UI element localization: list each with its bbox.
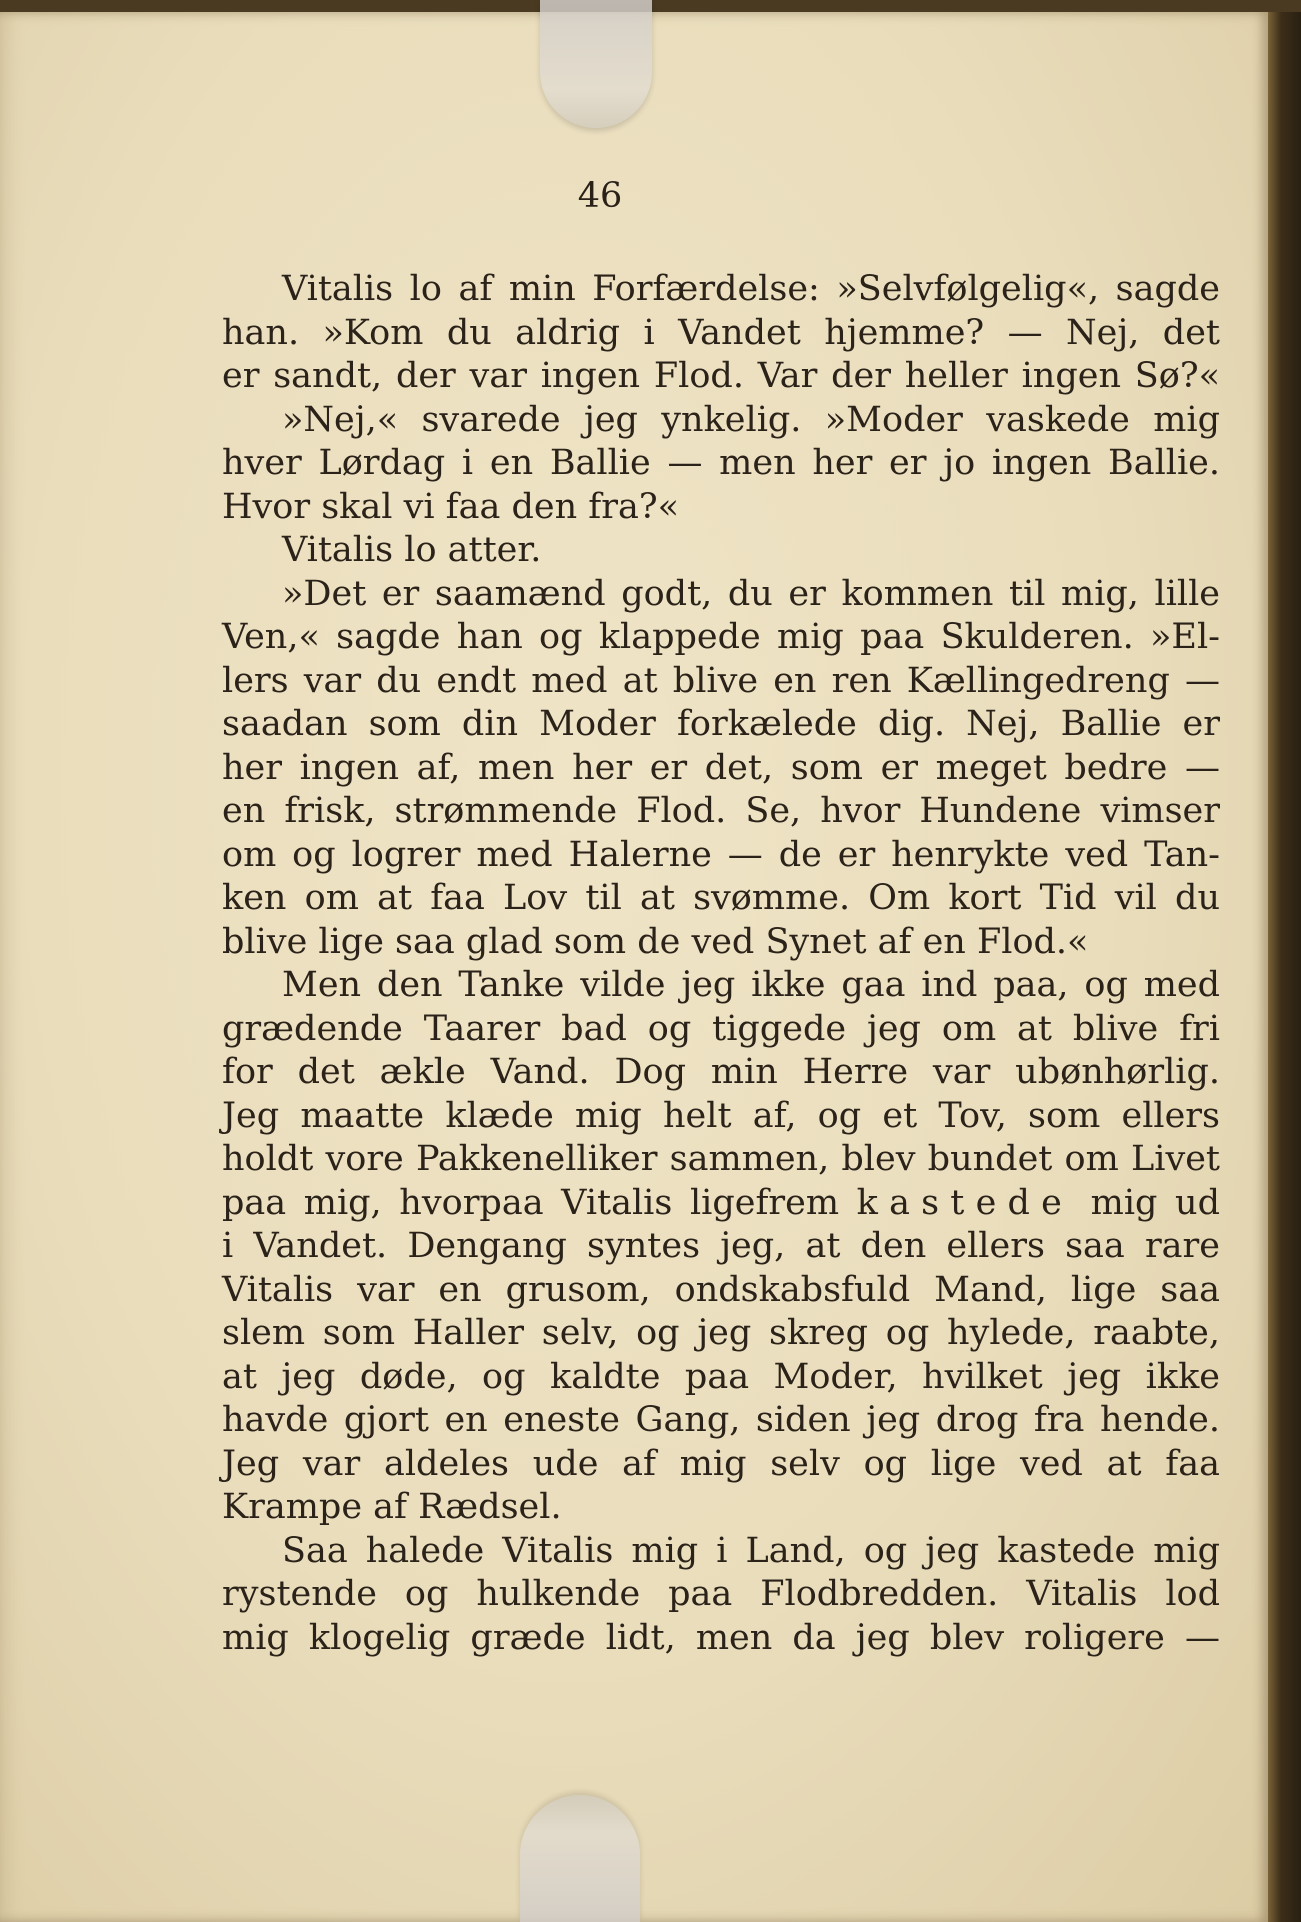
text-line: Jeg var aldeles ude af mig selv og lige ved at faa bbox=[222, 1443, 1220, 1484]
top-clip bbox=[540, 0, 652, 128]
text-line: Jeg maatte klæde mig helt af, og et Tov, som ellers bbox=[222, 1095, 1220, 1136]
text-line: Vitalis var en grusom, ondskabsfuld Mand, lige saa bbox=[222, 1269, 1220, 1310]
text-line: »Nej,« svarede jeg ynkelig. »Moder vaskede mig bbox=[282, 399, 1220, 440]
text-line: grædende Taarer bad og tiggede jeg om at blive fri bbox=[222, 1008, 1220, 1049]
text-line: Ven,« sagde han og klappede mig paa Skulderen. »El- bbox=[222, 617, 1220, 657]
text-line: saadan som din Moder forkælede dig. Nej, Ballie er bbox=[222, 704, 1220, 744]
text-line: ken om at faa Lov til at svømme. Om kort Tid vil du bbox=[222, 878, 1220, 918]
book-spine-edge bbox=[1268, 12, 1301, 1922]
text-line: Hvor skal vi faa den fra?« bbox=[222, 486, 679, 527]
text-line: at jeg døde, og kaldte paa Moder, hvilket jeg ikke bbox=[222, 1356, 1220, 1397]
bottom-clip bbox=[520, 1795, 640, 1922]
text-line: for det ækle Vand. Dog min Herre var ubønhørlig. bbox=[222, 1052, 1220, 1092]
text-line: han. »Kom du aldrig i Vandet hjemme? — Nej, det bbox=[222, 312, 1220, 353]
text-line: mig klogelig græde lidt, men da jeg blev roligere — bbox=[222, 1617, 1220, 1658]
text-line: i Vandet. Dengang syntes jeg, at den ellers saa rare bbox=[222, 1226, 1220, 1266]
text-line: lers var du endt med at blive en ren Kællingedreng — bbox=[222, 660, 1220, 701]
text-line: Saa halede Vitalis mig i Land, og jeg kastede mig bbox=[282, 1530, 1220, 1571]
text-line bbox=[222, 1182, 1220, 1226]
text-segment: paa mig, hvorpaa Vitalis ligefrem bbox=[222, 1182, 857, 1223]
text-segment: mig ud bbox=[1073, 1182, 1220, 1223]
text-line: slem som Haller selv, og jeg skreg og hylede, raabte, bbox=[222, 1313, 1220, 1353]
text-line: rystende og hulkende paa Flodbredden. Vitalis lod bbox=[222, 1574, 1220, 1614]
text-line: en frisk, strømmende Flod. Se, hvor Hundene vimser bbox=[222, 791, 1220, 831]
text-line: om og logrer med Halerne — de er henrykte ved Tan- bbox=[222, 834, 1220, 875]
body-text bbox=[222, 268, 1220, 1660]
text-line: Men den Tanke vilde jeg ikke gaa ind paa, og med bbox=[282, 965, 1220, 1005]
spaced-emphasis: kastede bbox=[856, 1182, 1074, 1223]
text-line: Vitalis lo atter. bbox=[282, 530, 542, 570]
page-number: 46 bbox=[577, 176, 623, 216]
text-line: holdt vore Pakkenelliker sammen, blev bundet om Livet bbox=[222, 1139, 1220, 1179]
text-line: hver Lørdag i en Ballie — men her er jo ingen Ballie. bbox=[222, 443, 1220, 483]
text-line: havde gjort en eneste Gang, siden jeg drog fra hende. bbox=[222, 1400, 1220, 1440]
text-line: Vitalis lo af min Forfærdelse: »Selvfølgelig«, sagde bbox=[282, 269, 1220, 309]
text-line: »Det er saamænd godt, du er kommen til mig, lille bbox=[282, 573, 1220, 614]
text-line: Krampe af Rædsel. bbox=[222, 1487, 562, 1527]
text-line: blive lige saa glad som de ved Synet af en Flod.« bbox=[222, 921, 1089, 962]
text-line: her ingen af, men her er det, som er meget bedre — bbox=[222, 747, 1220, 788]
text-line: er sandt, der var ingen Flod. Var der heller ingen Sø?« bbox=[222, 356, 1220, 396]
